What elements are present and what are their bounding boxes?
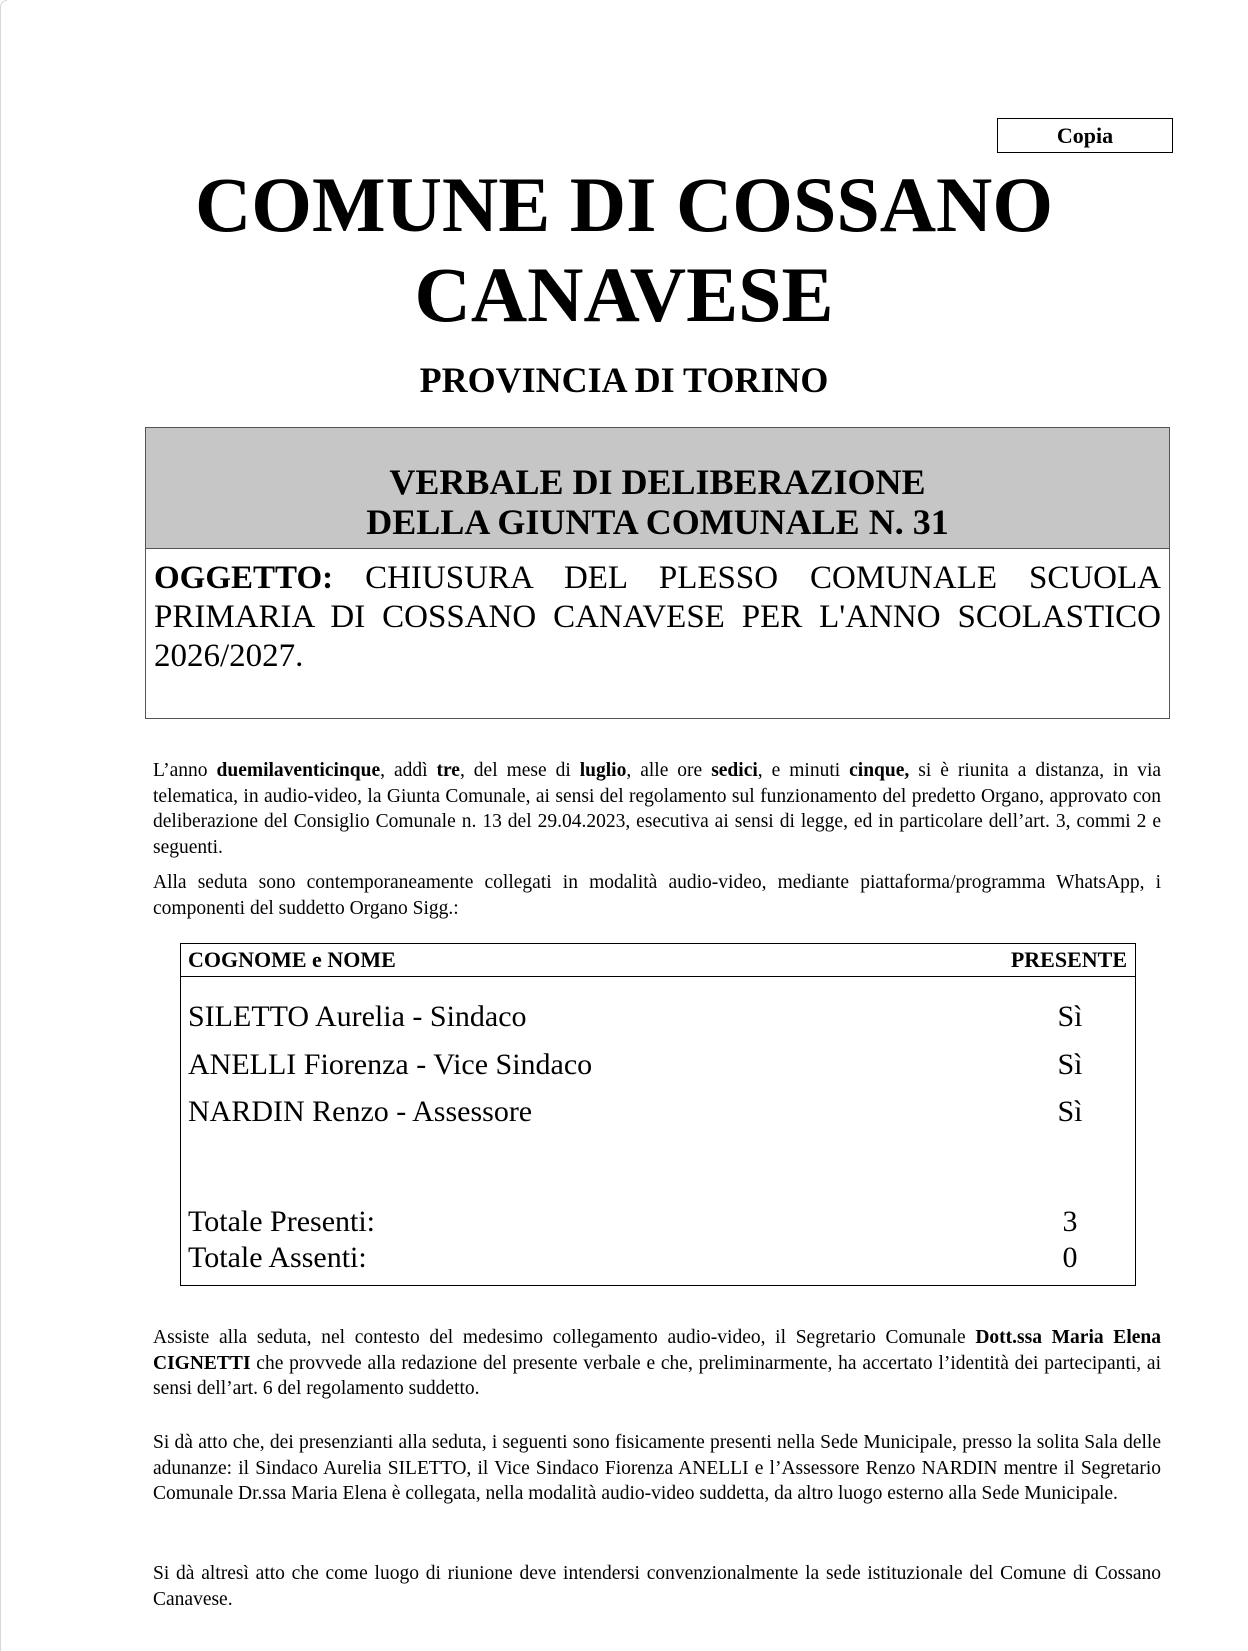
total-present-value: 3 [1062, 1205, 1078, 1238]
total-absent-value: 0 [1062, 1241, 1078, 1274]
oggetto-text: CHIUSURA DEL PLESSO COMUNALE SCUOLA PRIMARIA DI COSSANO CANAVESE PER L'ANNO SCOLASTICO 2026/2027. [154, 560, 1162, 674]
intro-text: , del mese di [459, 760, 580, 781]
provincia-title: PROVINCIA DI TORINO [419, 360, 829, 400]
segretario-text: che provvede alla redazione del presente verbale e che, preliminarmente, ha accertato l’identità dei partecipanti, ai sensi dell’art. 6 del regolamento suddetto. [153, 1352, 1161, 1399]
segretario-name: Dott.ssa Maria Elena CIGNETTI [153, 1327, 1161, 1374]
member-present: Sì [1057, 1000, 1083, 1033]
intro-month: luglio [579, 760, 627, 781]
intro-minutes: cinque, [849, 760, 910, 781]
comune-title-line2: CANAVESE [414, 251, 834, 338]
intro-text: , e minuti [757, 760, 850, 781]
comune-title [0, 160, 1248, 340]
column-header-name: COGNOME e NOME [188, 947, 396, 972]
members-table-header [181, 944, 1135, 977]
intro-paragraph [153, 758, 1161, 860]
segretario-text: Assiste alla seduta, nel contesto del medesimo collegamento audio-video, il Segretario Comunale [153, 1327, 976, 1348]
member-present: Sì [1057, 1095, 1083, 1128]
intro-year: duemilaventicinque [216, 760, 381, 781]
presenti-sede-paragraph: Si dà atto che, dei presenzianti alla seduta, i seguenti sono fisicamente presenti nella Sede Municipale, presso la solita Sala delle adunanze: il Sindaco Aurelia SILETTO, il Vice Sindaco Fiorenza ANELLI e l’Assessore Renzo NARDIN mentre il Segretario Comunale Dr.ssa Maria Elena è collegata, nella modalità audio-video suddetta, da altro luogo esterno alla Sede Municipale. [153, 1432, 1161, 1504]
intro-text: L’anno [153, 760, 217, 781]
verbale-title-line1: VERBALE DI DELIBERAZIONE [389, 462, 926, 502]
segretario-paragraph [153, 1325, 1161, 1402]
members-table [180, 943, 1136, 1286]
oggetto-label: OGGETTO: [154, 560, 334, 596]
total-absent-label: Totale Assenti: [188, 1241, 367, 1274]
intro-text: si è riunita a distanza, in via telematica, in audio-video, la Giunta Comunale, ai sensi del regolamento sul funzionamento del predetto Organo, approvato con deliberazione del Consiglio Comunale n. 13 del 29.04.2023, esecutiva ai sensi di legge, ed in particolare dell’art. 3, commi 2 e seguenti. [153, 760, 1162, 858]
copia-stamp: Copia [997, 118, 1173, 153]
member-name: ANELLI Fiorenza - Vice Sindaco [188, 1048, 593, 1081]
comune-title-line1: COMUNE DI COSSANO [194, 161, 1054, 248]
total-present-label: Totale Presenti: [188, 1205, 376, 1238]
oggetto-section [146, 549, 1169, 676]
intro-text: , addì [380, 760, 437, 781]
verbale-heading [146, 428, 1169, 549]
verbale-title-line2: DELLA GIUNTA COMUNALE N. 31 [366, 502, 949, 542]
intro-text: , alle ore [626, 760, 712, 781]
member-name: SILETTO Aurelia - Sindaco [188, 1000, 527, 1033]
collegamento-paragraph: Alla seduta sono contemporaneamente collegati in modalità audio-video, mediante piattaforma/programma WhatsApp, i componenti del suddetto Organo Sigg.: [153, 872, 1161, 919]
intro-hour: sedici [711, 760, 758, 781]
column-header-present: PRESENTE [1010, 947, 1127, 972]
intro-day: tre [436, 760, 460, 781]
verbale-box [145, 427, 1170, 719]
luogo-riunione-paragraph: Si dà altresì atto che come luogo di riunione deve intendersi convenzionalmente la sede istituzionale del Comune di Cossano Canavese. [153, 1563, 1161, 1610]
member-name: NARDIN Renzo - Assessore [188, 1095, 533, 1128]
member-present: Sì [1057, 1048, 1083, 1081]
